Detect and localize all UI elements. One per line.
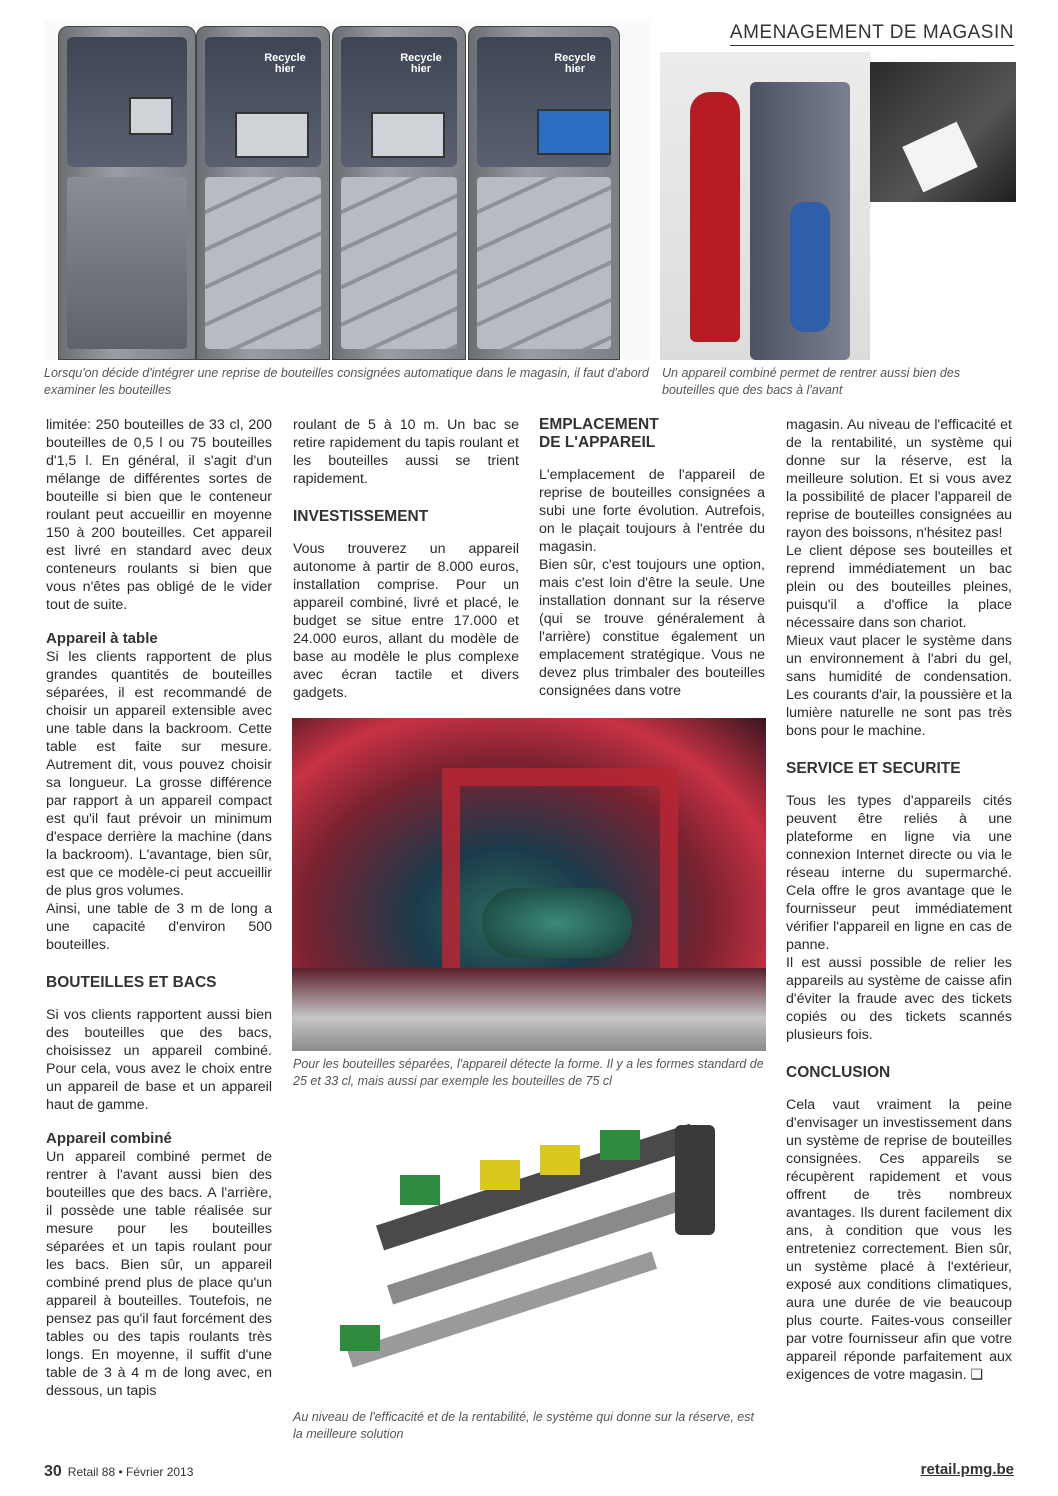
- recycling-machines-photo: [44, 20, 650, 360]
- paragraph: Cela vaut vraiment la peine d'envisager un investissement dans un système de reprise de bouteilles consignées. Ces appareils se récupèrent rapidement et vous offrent de très nombreux avantages. Ils durent facilement dix ans, à condition que vous les entreteniez correctement. Bien sûr, un système placé à l'extérieur, exposé aux conditions climatiques, aura une durée de vie beaucoup plus courte. Faites-vous conseiller par votre fournisseur afin que votre appareil réponde parfaitement aux exigences de votre magasin. ❑: [786, 1097, 1012, 1383]
- paragraph: Mieux vaut placer le système dans un environnement à l'abri du gel, sans humidité de condensation. Les courants d'air, la poussière et la lumière naturelle ne sont pas très bons pour le machine.: [786, 633, 1012, 739]
- conveyor-caption: Au niveau de l'efficacité et de la rentabilité, le système qui donne sur la réserve, est la meilleure solution: [293, 1410, 754, 1441]
- heading: INVESTISSEMENT: [293, 508, 429, 525]
- issue-info: Retail 88 • Février 2013: [67, 1465, 194, 1479]
- paragraph: Si les clients rapportent de plus grandes quantités de bouteilles séparées, il est recommandé de choisir un appareil extensible avec une table dans la backroom. Cette table est faite sur mesure. Autrement dit, vous pouvez choisir sa longueur. La grosse différence par rapport à un appareil compact est qu'il faut prévoir un minimum d'espace derrière la machine (dans la backroom). L'avantage, bien sûr, est que ce modèle-ci peut accueillir de plus gros volumes.: [46, 649, 272, 899]
- heading: CONCLUSION: [786, 1064, 891, 1081]
- paragraph: Si vos clients rapportent aussi bien des bouteilles que des bacs, choisissez un appareil combiné. Pour cela, vous avez le choix entre un appareil de base et un appareil haut de gamme.: [46, 1007, 272, 1113]
- machine-unit: [196, 26, 330, 360]
- bottle-detection-photo: [292, 718, 766, 1051]
- paragraph: roulant de 5 à 10 m. Un bac se retire rapidement du tapis roulant et les bouteilles aussi se trient rapidement.: [293, 417, 519, 487]
- unit-label: Recycle hier: [264, 52, 306, 75]
- heading: SERVICE ET SECURITE: [786, 760, 961, 777]
- website-link[interactable]: retail.pmg.be: [920, 1461, 1014, 1478]
- paragraph: Vous trouverez un appareil autonome à partir de 8.000 euros, installation comprise. Pour un appareil combiné, livré et placé, le budget se situe entre 17.000 et 24.000 euros, allant du modèle de base au modèle le plus complexe avec écran tactile et divers gadgets.: [293, 541, 519, 701]
- unit-label: Recycle hier: [400, 52, 442, 75]
- footer-issue: [44, 1463, 193, 1481]
- machines-caption: Lorsqu'on décide d'intégrer une reprise de bouteilles consignées automatique dans le magasin, il faut d'abord examiner les bouteilles: [44, 366, 649, 397]
- bottle-caption: Pour les bouteilles séparées, l'appareil détecte la forme. Il y a les formes standard de 25 et 33 cl, mais aussi par exemple les bouteilles de 75 cl: [293, 1057, 764, 1088]
- unit-label: Recycle hier: [554, 52, 596, 75]
- paragraph: Un appareil combiné permet de rentrer à l'avant aussi bien des bouteilles que des bacs. A l'arrière, il possède une table réalisée sur mesure pour les bouteilles séparées et un tapis roulant pour les bacs. Bien sûr, un appareil combiné prend plus de place qu'un appareil à bouteilles. Toutefois, ne pensez pas qu'il faut forcément des tables ou des tapis roulants très longs. En moyenne, il suffit d'une table de 3 à 4 m de long avec, en dessous, un tapis: [46, 1149, 272, 1399]
- conveyor-illustration: [320, 1115, 760, 1405]
- section-header: AMENAGEMENT DE MAGASIN: [730, 22, 1014, 46]
- heading: BOUTEILLES ET BACS: [46, 974, 217, 991]
- machine-unit: [58, 26, 196, 360]
- machine-unit: [332, 26, 466, 360]
- woman-caption: Un appareil combiné permet de rentrer aussi bien des bouteilles que des bacs à l'avant: [662, 366, 961, 397]
- paragraph: Le client dépose ses bouteilles et reprend immédiatement un bac plein ou des bouteilles pleines, puisqu'il a d'office la place nécessaire dans son chariot.: [786, 543, 1012, 631]
- paragraph: limitée: 250 bouteilles de 33 cl, 200 bouteilles de 0,5 l ou 75 bouteilles d'1,5 l. En général, il s'agit d'un mélange de différentes sortes de bouteille si bien que le conteneur roulant peut accueillir en moyenne 150 à 200 bouteilles. Cet appareil est livré en standard avec deux conteneurs roulants si bien que vous n'êtes pas obligé de le vider tout de suite.: [46, 417, 272, 613]
- paragraph: magasin. Au niveau de l'efficacité et de la rentabilité, un système qui donne sur la réserve, est la meilleure solution. Et si vous avez la possibilité de placer l'appareil de reprise de bouteilles consignées au rayon des boissons, n'hésitez pas!: [786, 417, 1012, 541]
- heading: EMPLACEMENT DE L'APPAREIL: [539, 416, 659, 451]
- machine-unit: [468, 26, 620, 360]
- paragraph: Bien sûr, c'est toujours une option, mais c'est loin d'être la seule. Une installation donnant sur la réserve (qui se trouve généralement à l'arrière) constitue également un emplacement stratégique. Vous ne devez plus trimbaler des bouteilles consignées dans votre: [539, 557, 765, 699]
- text-column-4: [786, 416, 1012, 1384]
- ticket-photo: [870, 62, 1016, 202]
- paragraph: Il est aussi possible de relier les appareils au système de caisse afin d'éviter la fraude avec des tickets copiés ou des tickets scannés plusieurs fois.: [786, 955, 1012, 1043]
- page-number: 30: [44, 1463, 62, 1480]
- text-column-2: [293, 416, 519, 702]
- woman-child-photo: [660, 52, 870, 360]
- text-column-1: [46, 416, 272, 1400]
- paragraph: Ainsi, une table de 3 m de long a une capacité d'environ 500 bouteilles.: [46, 901, 272, 953]
- paragraph: L'emplacement de l'appareil de reprise de bouteilles consignées a subi une forte évolution. Autrefois, on le plaçait toujours à l'entrée du magasin.: [539, 467, 765, 555]
- subheading: Appareil combiné: [46, 1130, 172, 1147]
- paragraph: Tous les types d'appareils cités peuvent être reliés à une plateforme en ligne via une connexion Internet directe ou via le réseau interne du supermarché. Cela offre le gros avantage que le fournisseur peut immédiatement vérifier l'appareil en ligne en cas de panne.: [786, 793, 1012, 953]
- subheading: Appareil à table: [46, 630, 158, 647]
- text-column-3: [539, 416, 765, 700]
